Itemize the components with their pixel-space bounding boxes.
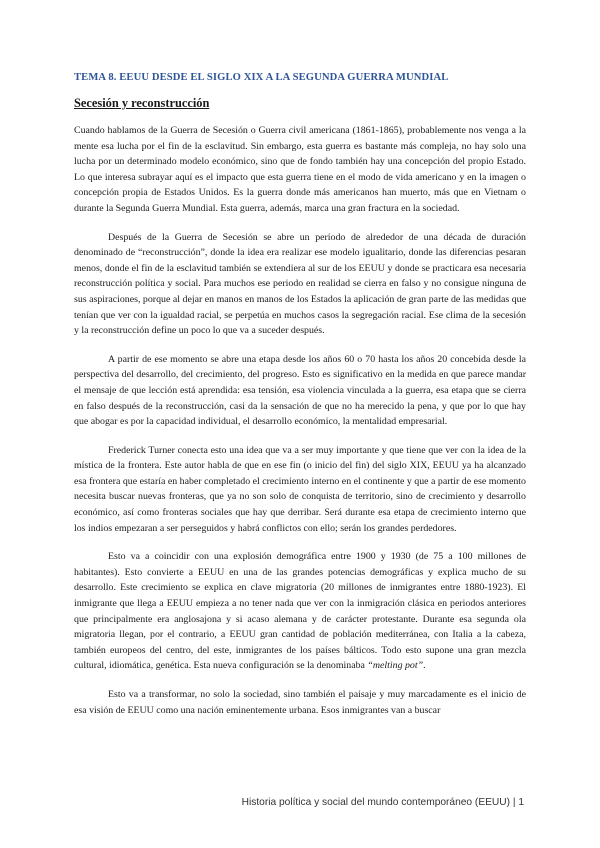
paragraph-text: Esto va a coincidir con una explosión demográfica entre 1900 y 1930 (de 75 a 100 millones de habitantes). Esto convierte a EEUU en una de las grandes potencias demográficas y explica mucho de su desarrollo. Este crecimiento se explica en clave migratoria (20 millones de inmigrantes entre 1880-1923). El inmigrante que llega a EEUU empieza a no tener nada que ver con la inmigración clásica en periodos anteriores que principalmente era anglosajona y si acaso alemana y de carácter protestante. Durante esa segunda ola migratoria llegan, por el contrario, a EEUU gran cantidad de población mediterránea, con Italia a la cabeza, también europeos del centro, del este, inmigrantes de los países bálticos. Todo esto supone una gran mezcla cultural, idiomática, genética. Esta nueva configuración se la denominaba — [74, 551, 526, 672]
paragraph: Cuando hablamos de la Guerra de Secesión o Guerra civil americana (1861-1865), probablemente nos venga a la mente esa lucha por el fin de la esclavitud. Sin embargo, esta guerra es bastante más compleja, no hay solo una lucha por un determinado modelo económico, sino que de fondo también hay una concepción del propio Estado. Lo que interesa subrayar aquí es el impacto que esta guerra tiene en el modo de vida americano y en la imagen o concepción propia de Estados Unidos. Es la guerra donde más americanos han muerto, más que en Vietnam o durante la Segunda Guerra Mundial. Esta guerra, además, marca una gran fractura en la sociedad. — [74, 125, 526, 214]
melting-pot-term: “melting pot” — [367, 660, 424, 672]
paragraph-with-term — [74, 549, 526, 674]
body-text — [74, 123, 526, 731]
page-footer: Historia política y social del mundo contemporáneo (EEUU) | 1 — [241, 797, 524, 808]
paragraph: Frederick Turner conecta esto una idea que va a ser muy importante y que tiene que ver con la idea de la mística de la frontera. Este autor habla de que en ese fin (o inicio del fin) del siglo XIX, EEUU ya ha alcanzado esa frontera que estaría en haber completado el crecimiento interno en el continente y que a partir de ese momento necesita buscar nuevas fronteras, que ya no son solo de conquista de territorio, sino de crecimiento y desarrollo económico, así como fronteras sociales que hay que derribar. Será durante esa etapa de crecimiento interno que los indios empezaran a ser perseguidos y habrá conflictos con ello; serán los grandes perdedores. — [74, 444, 526, 534]
period: . — [423, 660, 426, 672]
paragraph: Esto va a transformar, no solo la sociedad, sino también el paisaje y muy marcadamente es el inicio de esa visión de EEUU como una nación eminentemente urbana. Esos inmigrantes van a buscar — [74, 689, 526, 716]
paragraph: Después de la Guerra de Secesión se abre un período de alrededor de una década de duración denominado de “reconstrucción”, donde la idea era realizar ese modelo igualitario, donde las diferencias pesaran menos, donde el fin de la esclavitud también se extendiera al sur de los EEUU y donde se practicara esa necesaria reconstrucción política y social. Para muchos ese periodo en realidad se cierra en falso y no consigue ninguna de sus aspiraciones, porque al dejar en manos en manos de los Estados la aplicación de gran parte de las medidas que tenían que ver con la igualdad racial, se perpetúa en muchos casos la segregación racial. Ese clima de la secesión y la reconstrucción define un poco lo que va a suceder después. — [74, 231, 526, 337]
section-heading: Secesión y reconstrucción — [74, 96, 210, 110]
paragraph: A partir de ese momento se abre una etapa desde los años 60 o 70 hasta los años 20 concebida desde la perspectiva del desarrollo, del crecimiento, del progreso. Esto es significativo en la medida en que parece mandar el mensaje de que lección está aprendida: esa tensión, esa violencia vinculada a la guerra, esa etapa que se cierra en falso después de la reconstrucción, casi da la sensación de que no ha merecido la pena, y que por lo que hay que abogar es por la capacidad individual, el desarrollo económico, la mentalidad empresarial. — [74, 353, 526, 428]
document-title: TEMA 8. EEUU DESDE EL SIGLO XIX A LA SEGUNDA GUERRA MUNDIAL — [74, 72, 449, 83]
